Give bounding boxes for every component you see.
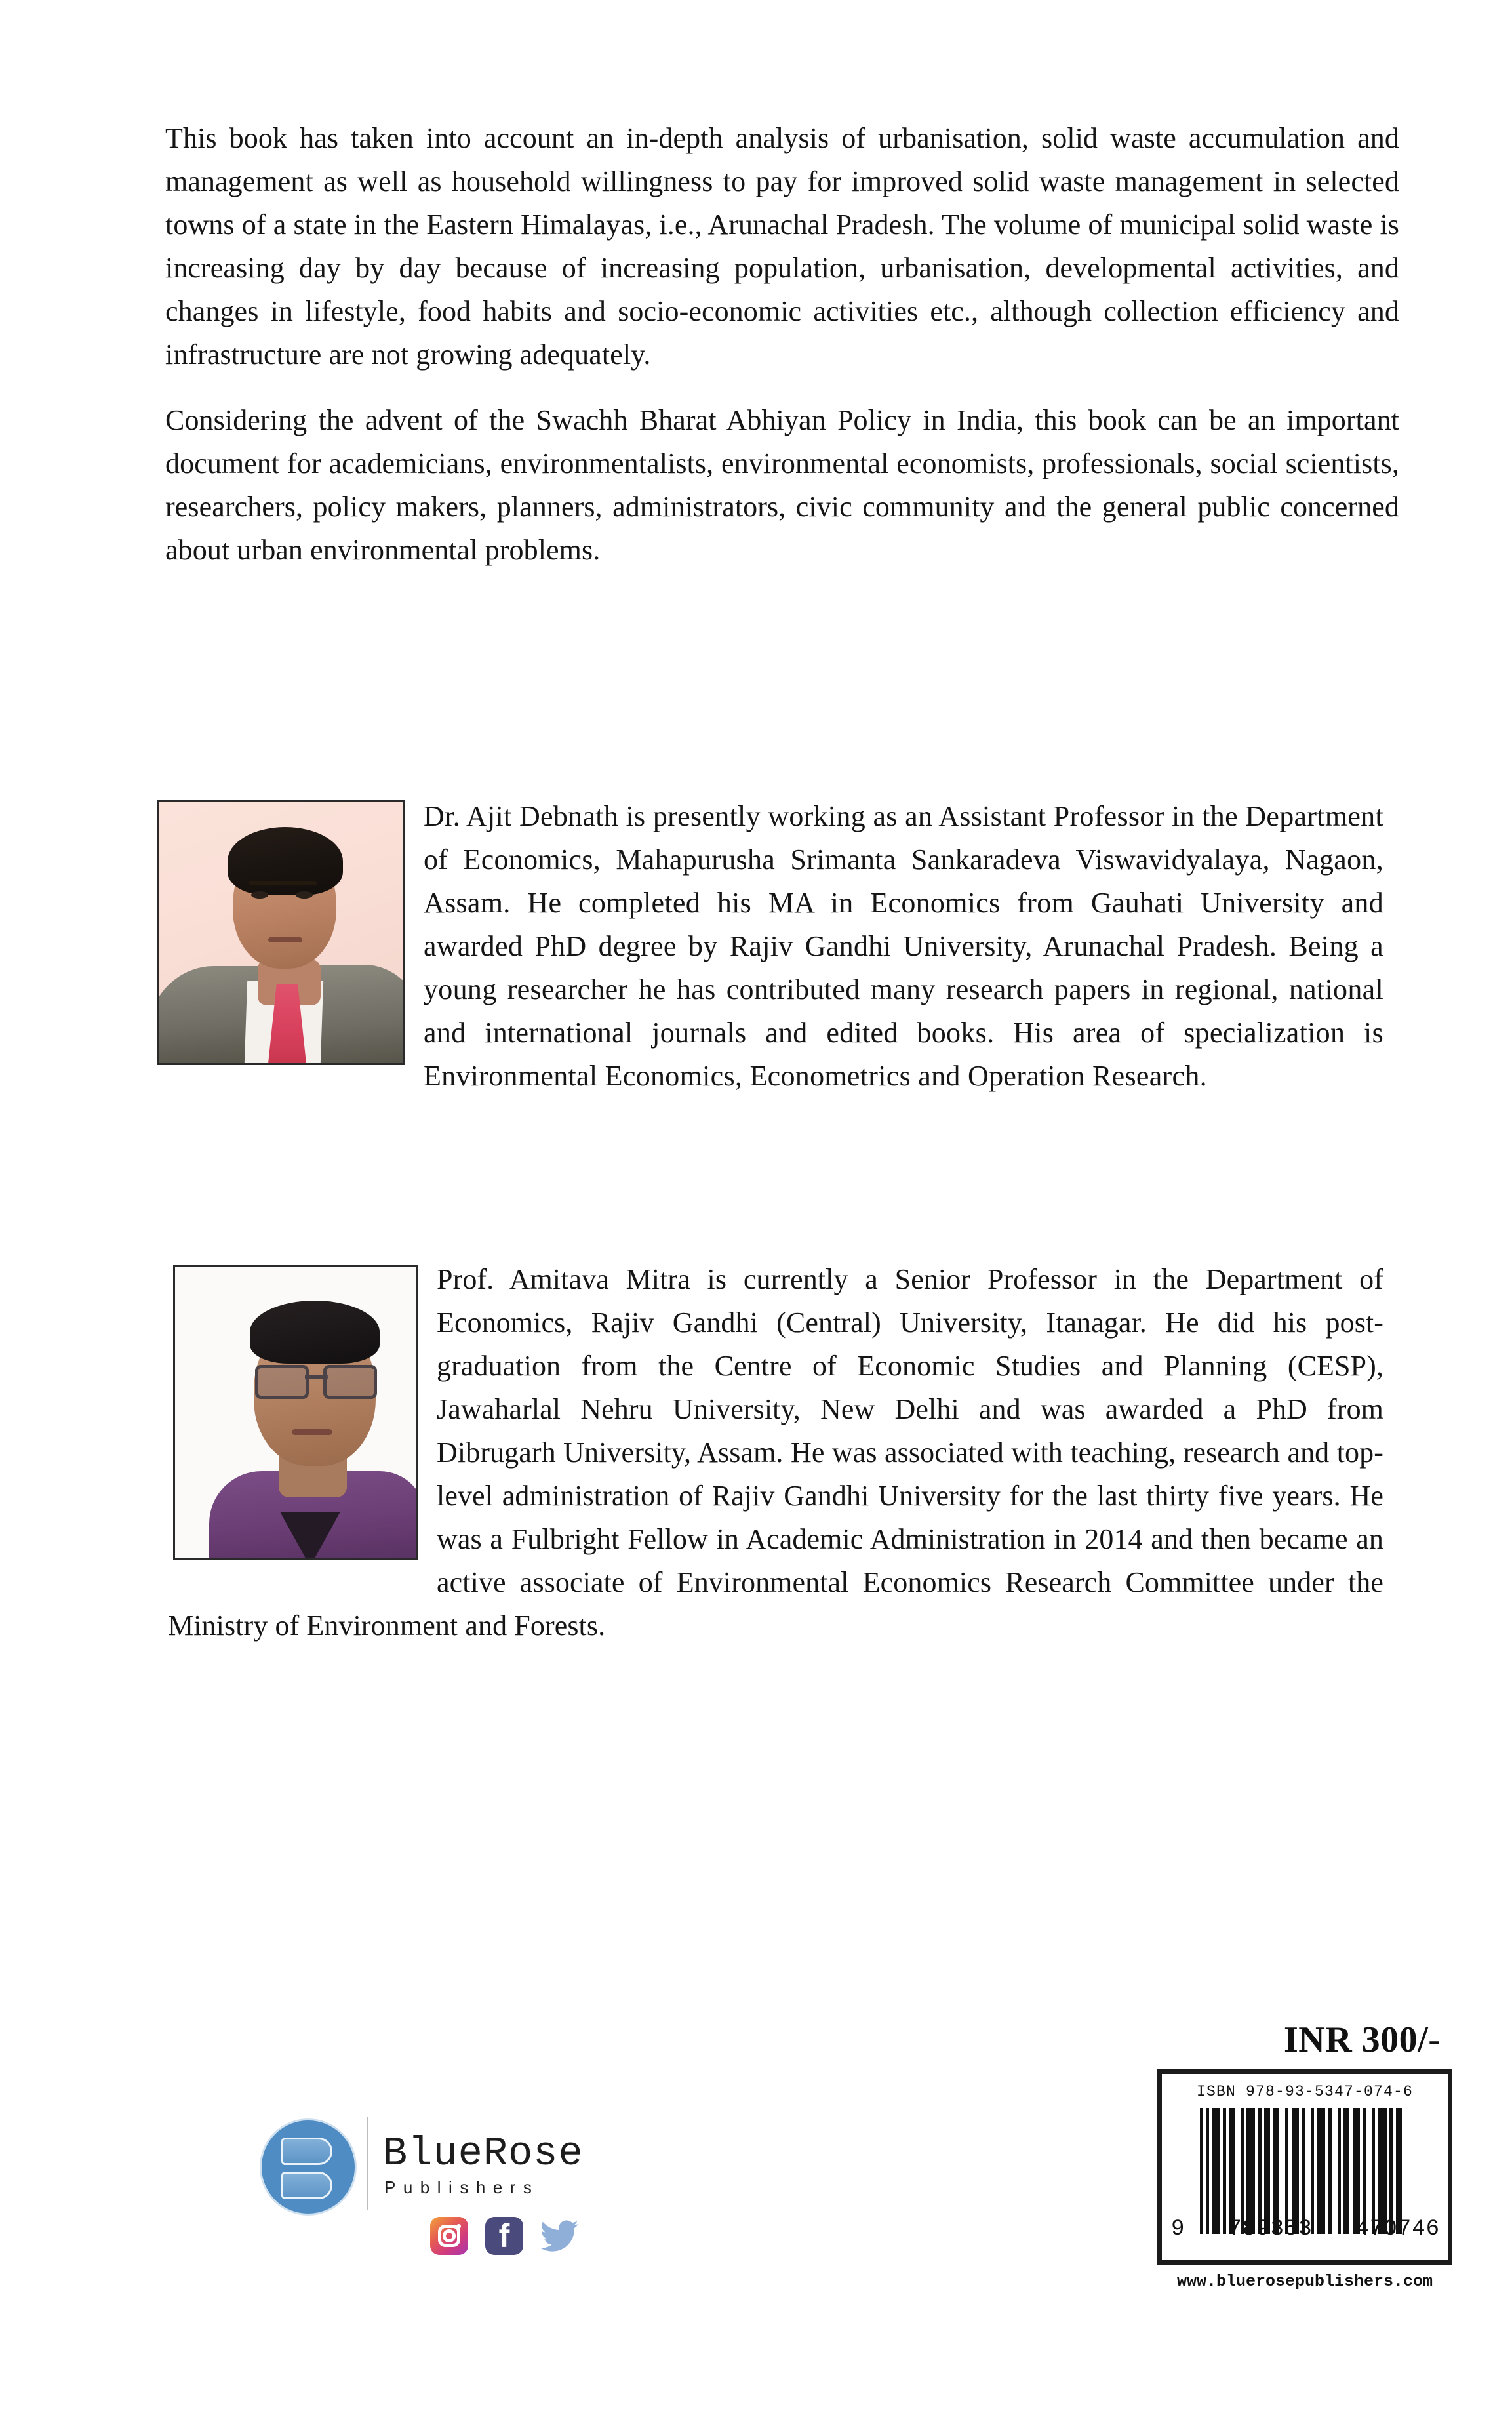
ean-left-group: 789353 [1228, 2217, 1313, 2242]
twitter-icon[interactable] [540, 2217, 578, 2255]
author-photo-2 [173, 1265, 418, 1560]
publisher-website: www.bluerosepublishers.com [1176, 2272, 1433, 2291]
publisher-logo-block [254, 2117, 622, 2281]
author-bio-block-1 [149, 795, 1383, 1098]
social-links [430, 2217, 578, 2255]
blurb-paragraph-1: This book has taken into account an in-depth analysis of urbanisation, solid waste accumulation and management as well as household willingness to pay for improved solid waste management in selected towns of a state in the Eastern Himalayas, i.e., Arunachal Pradesh. The volume of municipal solid waste is increasing day by day because of increasing population, urbanisation, developmental activities, and changes in lifestyle, food habits and socio-economic activities etc., although collection efficiency and infrastructure are not growing adequately. [165, 122, 1399, 371]
photo-lens-right [323, 1365, 377, 1399]
instagram-lens [443, 2229, 456, 2242]
logo-divider [367, 2117, 368, 2210]
photo-eye-right [296, 891, 313, 899]
ean-lead-digit: 9 [1171, 2217, 1185, 2242]
publisher-subtitle: Publishers [384, 2178, 540, 2197]
back-cover-blurb [165, 117, 1399, 594]
price-label: INR 300/- [1284, 2019, 1441, 2060]
author-bio-text-1: Dr. Ajit Debnath is presently working as an Assistant Professor in the Department of Economics, Mahapurusha Srimanta Sankaradeva Viswavidyalaya, Nagaon, Assam. He completed his MA in Economics from Gauhati University and awarded PhD degree by Rajiv Gandhi University, Arunachal Pradesh. Being a young researcher he has contributed many research papers in regional, national and international journals and edited books. His area of specialization is Environmental Economics, Econometrics and Operation Research. [424, 800, 1383, 1092]
facebook-f-glyph: f [498, 2218, 510, 2254]
photo-lens-left [255, 1365, 309, 1399]
ean-right-group: 470746 [1355, 2217, 1440, 2242]
blurb-paragraph-2: Considering the advent of the Swachh Bharat Abhiyan Policy in India, this book can be an important document for academicians, environmentalists, environmental economists, professionals, social scientists, researchers, policy makers, planners, administrators, civic community and the general public concerned about urban environmental problems. [165, 404, 1399, 566]
barcode-digits [1171, 2217, 1440, 2242]
author-bio-block-2 [149, 1258, 1383, 1648]
barcode-bars [1200, 2108, 1418, 2234]
isbn-number: ISBN 978-93-5347-074-6 [1196, 2083, 1414, 2100]
author-photo-1 [157, 800, 405, 1065]
author-bio-text-2: Prof. Amitava Mitra is currently a Senior Professor in the Department of Economics, Rajiv Gandhi (Central) University, Itanagar. He did his post-graduation from the Centre of Economic Studies and Planning (CESP), Jawaharlal Nehru University, New Delhi and was awarded a PhD from Dibrugarh University, Assam. He was associated with teaching, research and top-level administration of Rajiv Gandhi University for the last thirty five years. He was a Fulbright Fellow in Academic Administration in 2014 and then became an active associate of Environmental Economics Research Committee under the Ministry of Environment and Forests. [168, 1263, 1383, 1642]
photo-mouth [292, 1429, 332, 1435]
logo-bar-bottom [281, 2172, 332, 2199]
photo-hair [250, 1301, 380, 1364]
logo-bar-top [281, 2138, 332, 2165]
photo-glasses [255, 1365, 377, 1394]
isbn-barcode [1157, 2069, 1452, 2265]
bluerose-b-logo-icon [260, 2118, 357, 2216]
photo-mouth [268, 937, 302, 942]
publisher-name: BlueRose [383, 2130, 584, 2177]
instagram-dot [456, 2224, 461, 2229]
instagram-icon[interactable] [430, 2217, 468, 2255]
photo-brow [249, 881, 317, 885]
photo-eye-left [251, 891, 268, 899]
facebook-icon[interactable] [485, 2217, 523, 2255]
